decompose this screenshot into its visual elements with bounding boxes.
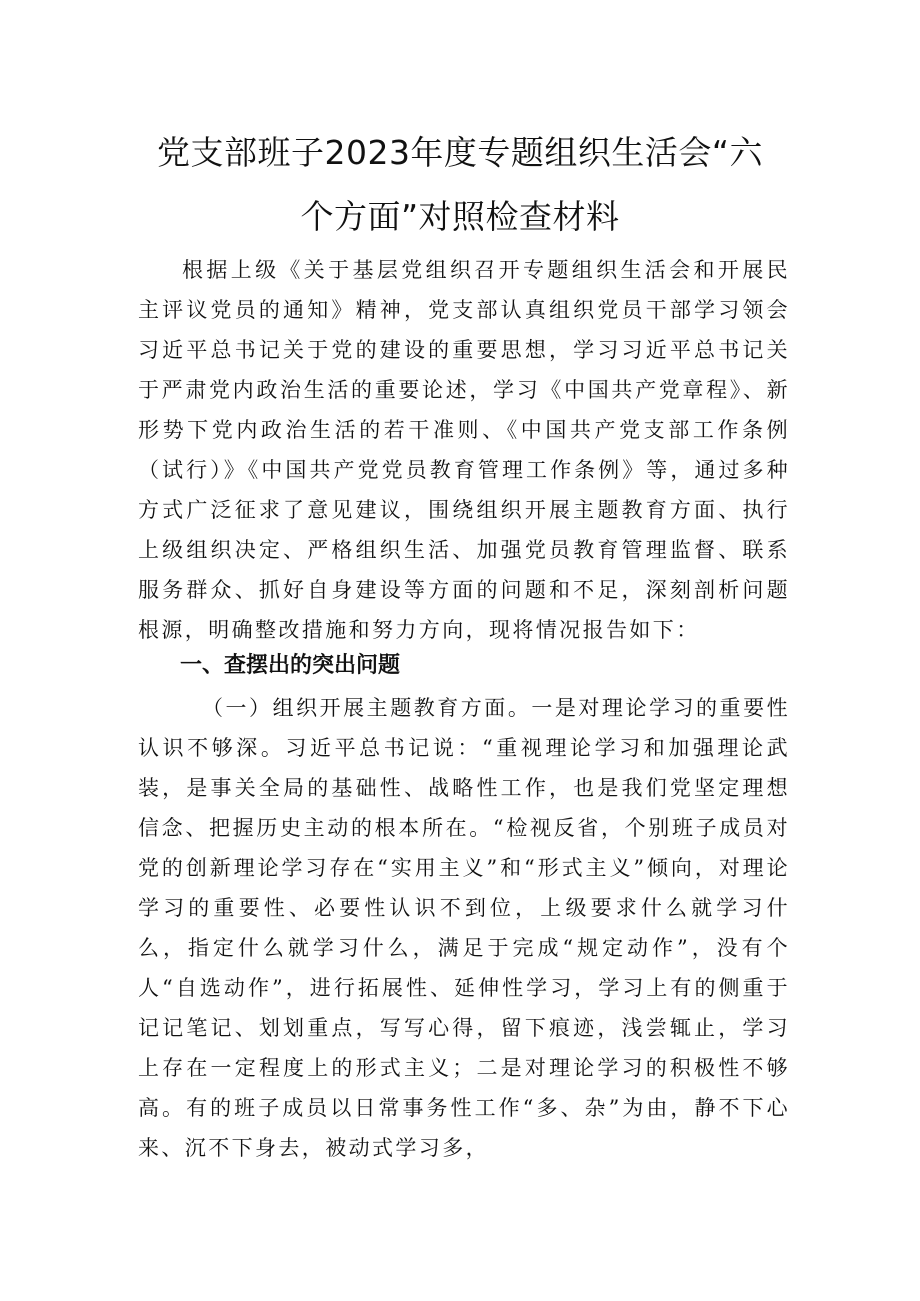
intro-paragraph: 根据上级《关于基层党组织召开专题组织生活会和开展民主评议党员的通知》精神，党支部认真组织党员干部学习领会习近平总书记关于党的建设的重要思想，学习习近平总书记关于严肃党内政治生活的重要论述，学习《中国共产党章程》、新形势下党内政治生活的若干准则、《中国共产党支部工作条例（试行）》《中国共产党党员教育管理工作条例》等，通过多种方式广泛征求了意见建议，围绕组织开展主题教育方面、执行上级组织决定、严格组织生活、加强党员教育管理监督、联系服务群众、抓好自身建设等方面的问题和不足，深刻剖析问题根源，明确整改措施和努力方向，现将情况报告如下： (138, 258, 790, 642)
document-title-line-1: 党支部班子2023年度专题组织生活会“六 (156, 133, 764, 172)
document-title-line-2: 个方面”对照检查材料 (300, 197, 620, 236)
section-paragraph: （一）组织开展主题教育方面。一是对理论学习的重要性认识不够深。习近平总书记说：“重视理论学习和加强理论武装，是事关全局的基础性、战略性工作，也是我们党坚定理想信念、把握历史主动的根本所在。“检视反省，个别班子成员对党的创新理论学习存在“实用主义”和“形式主义”倾向，对理论学习的重要性、必要性认识不到位，上级要求什么就学习什么，指定什么就学习什么，满足于完成“规定动作”，没有个人“自选动作”，进行拓展性、延伸性学习，学习上有的侧重于记记笔记、划划重点，写写心得，留下痕迹，浅尝辄止，学习上存在一定程度上的形式主义；二是对理论学习的积极性不够高。有的班子成员以日常事务性工作“多、杂”为由，静不下心来、沉不下身去，被动式学习多， (138, 696, 790, 1160)
section-heading: 一、查摆出的突出问题 (180, 653, 401, 678)
